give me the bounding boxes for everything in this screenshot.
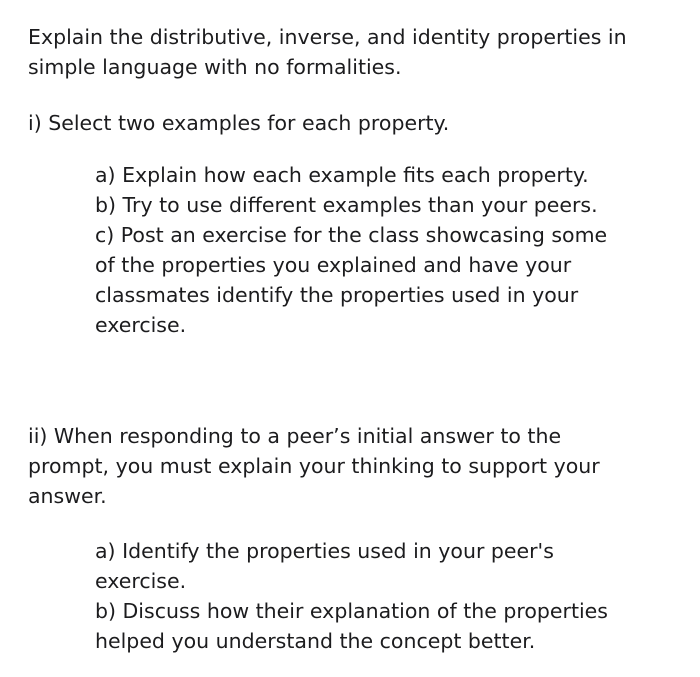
intro-paragraph (28, 22, 627, 82)
part1-item-c: c) Post an exercise for the class showcasing some (95, 223, 608, 247)
part1-item-c-cont: classmates identify the properties used in your (95, 283, 579, 307)
part2-line: prompt, you must explain your thinking to support your (28, 454, 600, 478)
part1-heading (28, 108, 449, 138)
intro-line: Explain the distributive, inverse, and identity properties in (28, 25, 627, 49)
part2-subitems (95, 536, 608, 656)
part1-item-b: b) Try to use different examples than your peers. (95, 193, 598, 217)
part2-line: ii) When responding to a peer’s initial answer to the (28, 424, 562, 448)
part2-paragraph (28, 421, 600, 511)
part2-item-a: a) Identify the properties used in your peer's (95, 539, 554, 563)
part2-line: answer. (28, 484, 107, 508)
part2-item-b-cont: helped you understand the concept better. (95, 629, 536, 653)
part2-item-a-cont: exercise. (95, 569, 187, 593)
part1-item-c-cont: exercise. (95, 313, 187, 337)
part1-subitems (95, 160, 607, 340)
part2-item-b: b) Discuss how their explanation of the properties (95, 599, 608, 623)
part1-heading-text: i) Select two examples for each property. (28, 111, 450, 135)
intro-line: simple language with no formalities. (28, 55, 402, 79)
part1-item-c-cont: of the properties you explained and have your (95, 253, 572, 277)
part1-item-a: a) Explain how each example fits each property. (95, 163, 589, 187)
